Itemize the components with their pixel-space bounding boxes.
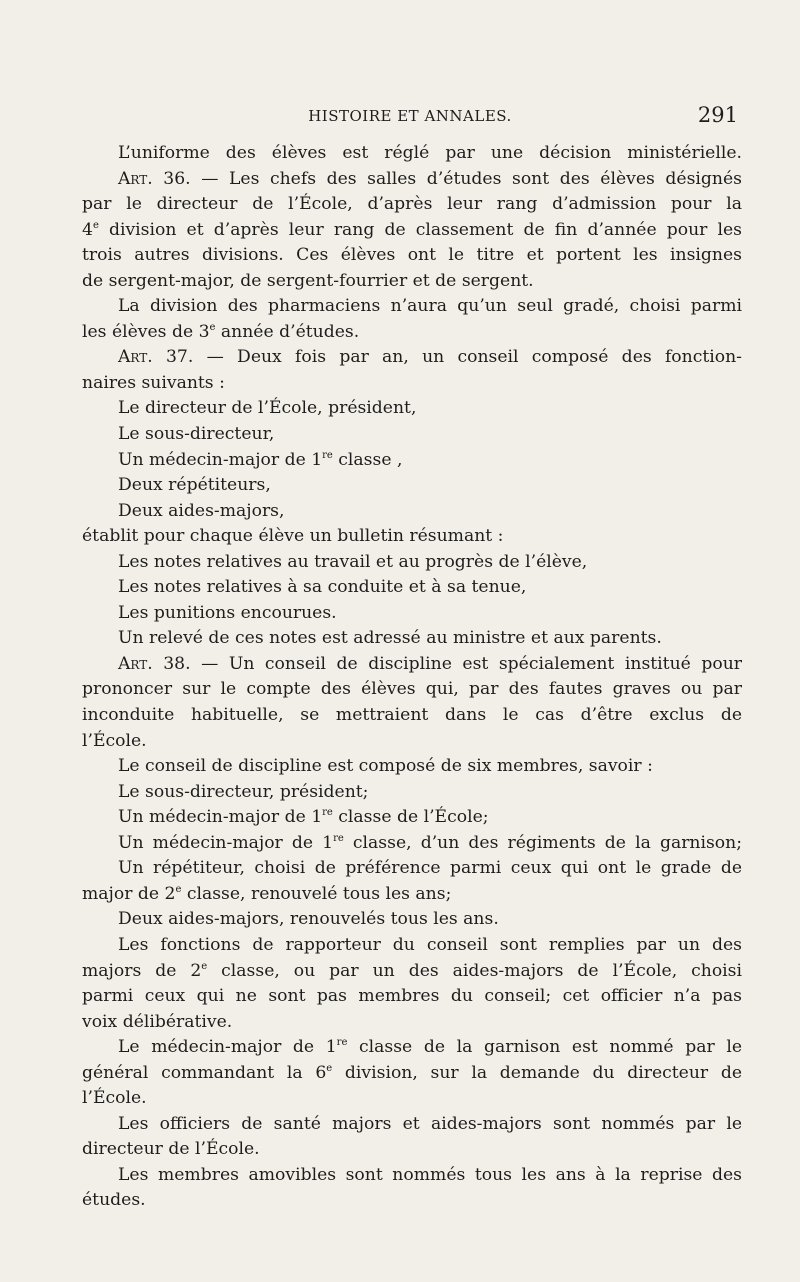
text-line: Les fonctions de rapporteur du conseil sont remplies par un des — [118, 934, 742, 955]
article-37-heading: Art. 37. — Deux fois par an, un conseil composé des fonction- — [118, 347, 742, 368]
text-line: directeur de l’École. — [82, 1139, 260, 1160]
text-line: Le médecin-major de 1re classe de la garnison est nommé par le — [118, 1037, 742, 1058]
list-item: Les notes relatives au travail et au progrès de l’élève, — [118, 551, 588, 572]
page-header — [0, 103, 800, 133]
list-item: Deux aides-majors, — [118, 500, 285, 521]
list-item: Les punitions encourues. — [118, 602, 337, 623]
list-item: Un médecin-major de 1re classe , — [118, 449, 403, 470]
running-title: HISTOIRE ET ANNALES. — [308, 107, 512, 125]
list-item: Un médecin-major de 1re classe de l’École; — [118, 807, 489, 828]
text-line: L’uniforme des élèves est réglé par une décision ministérielle. — [118, 143, 742, 163]
text-line: Un relevé de ces notes est adressé au ministre et aux parents. — [118, 628, 662, 649]
text-line: 4e division et d’après leur rang de classement de fin d’année pour les — [82, 219, 742, 240]
text-line: études. — [82, 1190, 146, 1211]
text-line: l’École. — [82, 730, 147, 751]
text-line: par le directeur de l’École, d’après leur rang d’admission pour la — [82, 194, 742, 215]
article-38-heading: Art. 38. — Un conseil de discipline est spécialement institué pour — [118, 653, 742, 674]
text-line: inconduite habituelle, se mettraient dans le cas d’être exclus de — [82, 705, 742, 726]
text-line: Les officiers de santé majors et aides-majors sont nommés par le — [118, 1113, 742, 1134]
text-line: trois autres divisions. Ces élèves ont le titre et portent les insignes — [82, 245, 742, 266]
text-line: voix délibérative. — [82, 1011, 233, 1032]
text-line: général commandant la 6e division, sur la demande du directeur de — [82, 1062, 742, 1083]
text-line: les élèves de 3e année d’études. — [82, 321, 360, 342]
article-36-heading: Art. 36. — Les chefs des salles d’études sont des élèves désignés — [118, 168, 742, 189]
article-label: Art. 36. — [118, 168, 191, 189]
list-item: Le sous-directeur, — [118, 424, 275, 445]
text-line: major de 2e classe, renouvelé tous les ans; — [82, 883, 452, 904]
text-line: La division des pharmaciens n’aura qu’un seul gradé, choisi parmi — [118, 296, 742, 317]
list-item: Deux aides-majors, renouvelés tous les ans. — [118, 909, 499, 930]
text-line: parmi ceux qui ne sont pas membres du conseil; cet officier n’a pas — [82, 986, 742, 1007]
text-line: majors de 2e classe, ou par un des aides-majors de l’École, choisi — [82, 960, 742, 981]
text-line: l’École. — [82, 1088, 147, 1109]
list-item: Les notes relatives à sa conduite et à sa tenue, — [118, 577, 527, 598]
list-item: Deux répétiteurs, — [118, 475, 271, 496]
list-item: Le sous-directeur, président; — [118, 781, 369, 802]
text-line: Le conseil de discipline est composé de six membres, savoir : — [118, 756, 653, 777]
text-line: prononcer sur le compte des élèves qui, par des fautes graves ou par — [82, 679, 742, 700]
page-number: 291 — [697, 103, 738, 127]
text-line: Les membres amovibles sont nommés tous les ans à la reprise des — [118, 1164, 742, 1185]
body-text — [82, 141, 742, 1214]
list-item: Un répétiteur, choisi de préférence parmi ceux qui ont le grade de — [118, 858, 742, 879]
article-label: Art. 38. — [118, 653, 191, 674]
list-item: Le directeur de l’École, président, — [118, 398, 417, 419]
text-line: établit pour chaque élève un bulletin résumant : — [82, 526, 504, 547]
list-item: Un médecin-major de 1re classe, d’un des régiments de la garnison; — [118, 832, 742, 853]
text-line: naires suivants : — [82, 372, 225, 393]
article-label: Art. 37. — [118, 347, 194, 368]
text-line: de sergent-major, de sergent-fourrier et de sergent. — [82, 270, 534, 291]
